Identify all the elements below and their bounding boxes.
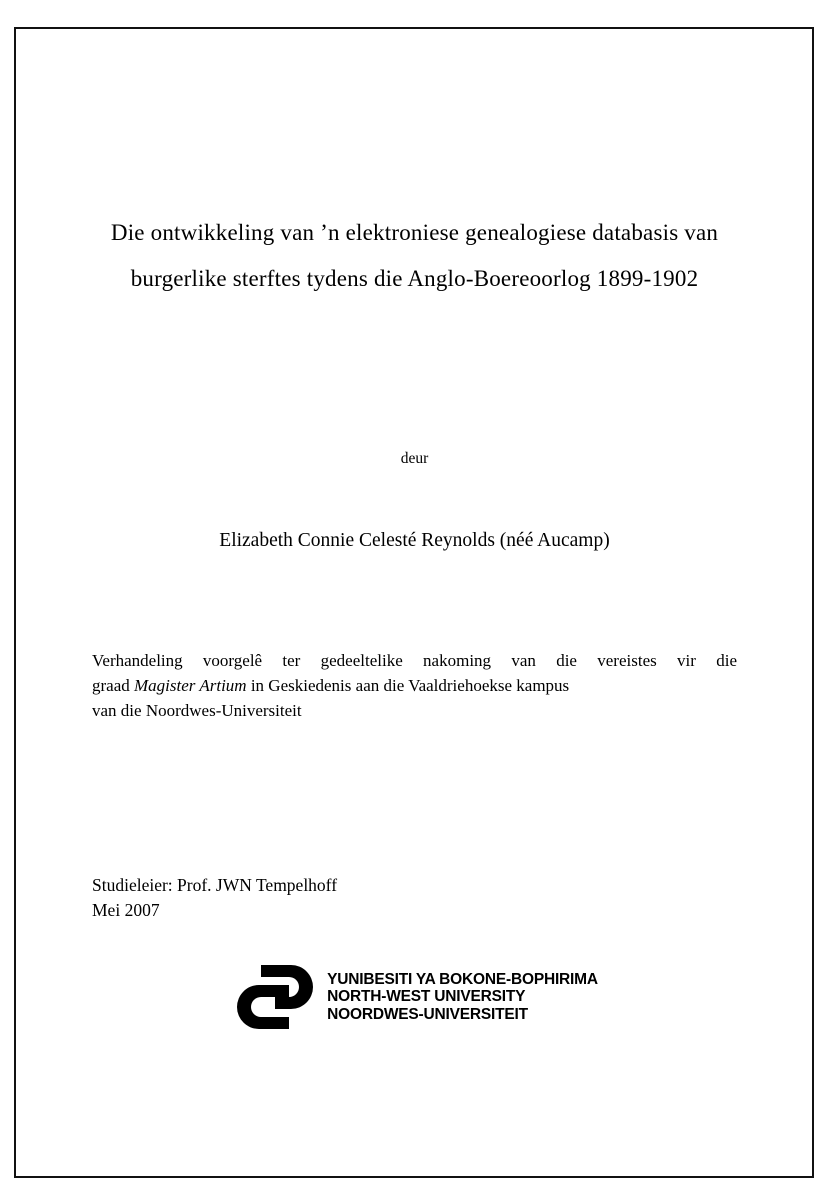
title-line-1: Die ontwikkeling van ’n elektroniese genealogiese databasis van [110, 220, 719, 245]
author-name: Elizabeth Connie Celesté Reynolds (néé Aucamp) [219, 530, 610, 551]
logo-text-line-3: NOORDWES-UNIVERSITEIT [327, 1005, 528, 1023]
submission-line-2-before: graad [92, 676, 135, 695]
submission-line-3: van die Noordwes-Universiteit [92, 701, 302, 720]
title-line-2: burgerlike sterftes tydens die Anglo-Boereoorlog 1899-1902 [130, 266, 699, 291]
logo-text-line-1: YUNIBESITI YA BOKONE-BOPHIRIMA [327, 970, 598, 988]
submission-statement [92, 648, 737, 723]
date-line: Mei 2007 [92, 900, 160, 920]
submission-line-2-after: in Geskiedenis aan die Vaaldriehoekse kampus [246, 676, 570, 695]
by-word: deur [400, 450, 429, 467]
supervisor-block [92, 873, 737, 923]
logo-text-line-2: NORTH-WEST UNIVERSITY [327, 988, 526, 1006]
supervisor-line: Studieleier: Prof. JWN Tempelhoff [92, 875, 338, 895]
nwu-logo-icon [231, 961, 319, 1033]
page-title [92, 210, 737, 302]
submission-line-2 [92, 673, 737, 698]
university-logo-text [327, 971, 598, 1024]
degree-name: Magister Artium [134, 676, 247, 695]
page-content [92, 55, 737, 1155]
submission-line-1: Verhandeling voorgelê ter gedeeltelike nakoming van die vereistes vir die [92, 651, 737, 670]
university-logo [92, 961, 737, 1033]
